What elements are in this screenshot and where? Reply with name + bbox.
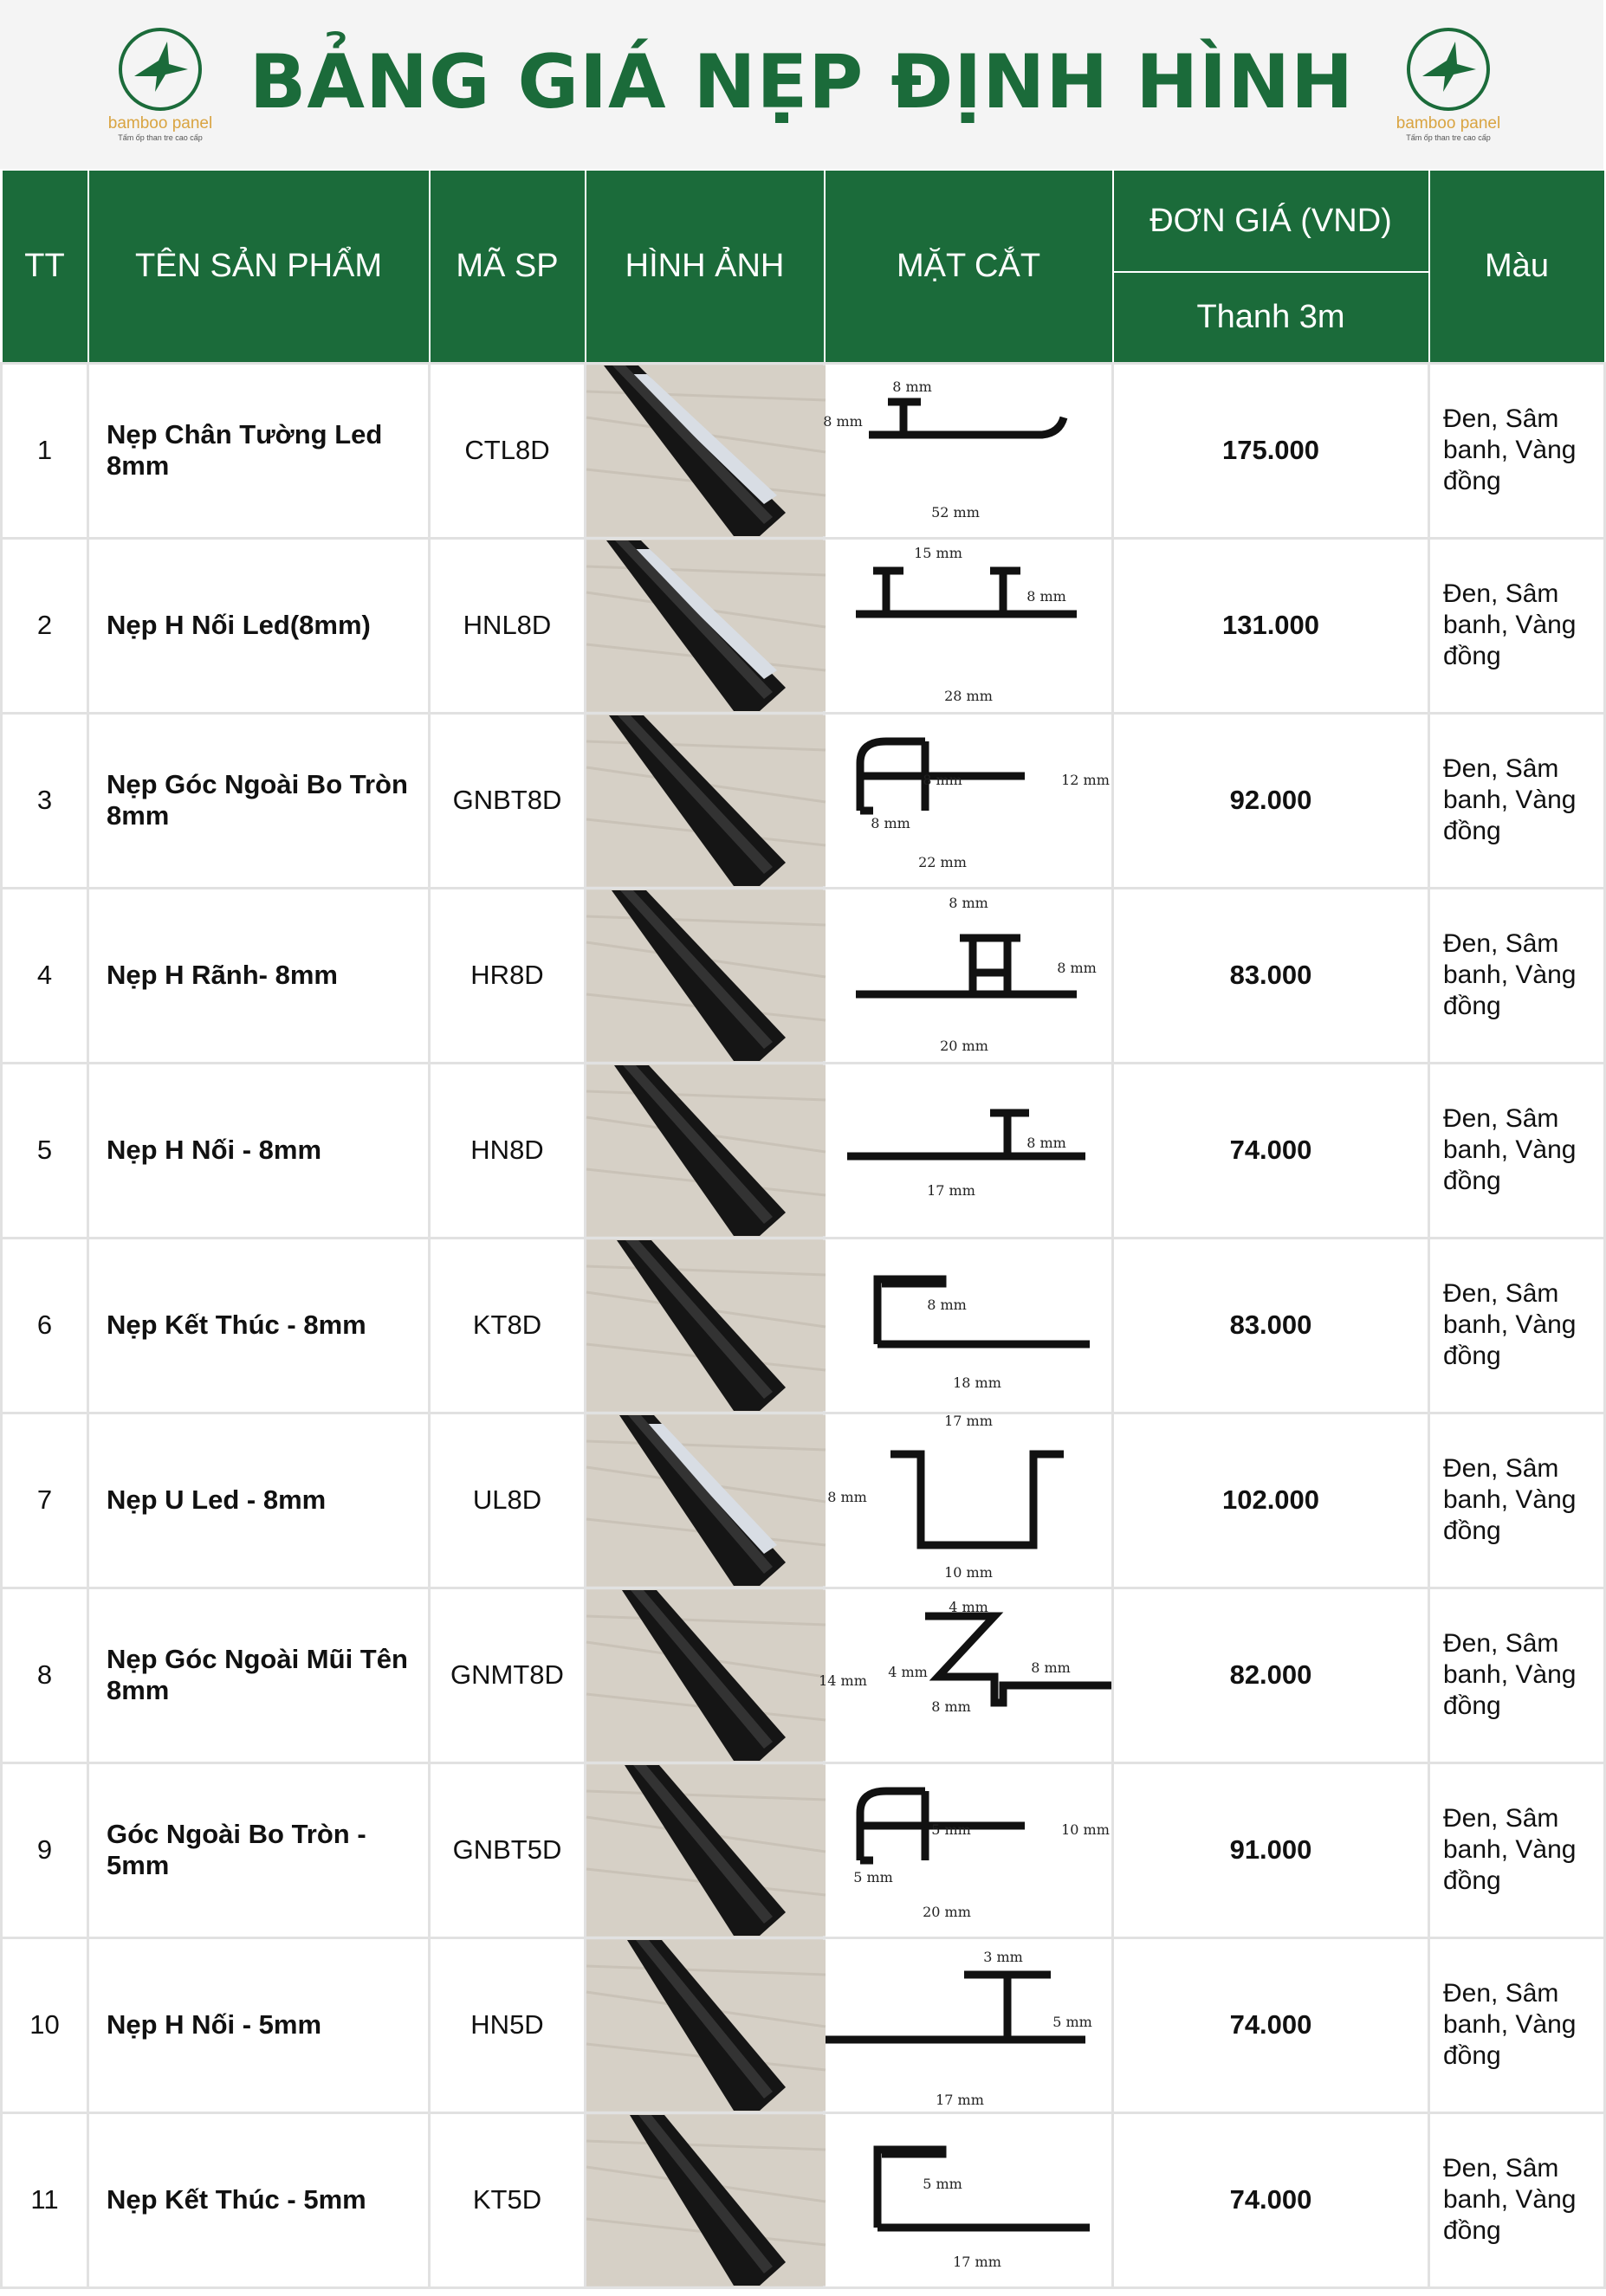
column-header-tt: TT (2, 170, 88, 363)
row-number: 10 (2, 1937, 88, 2112)
dimension-label: 8 mm (1057, 959, 1097, 976)
product-photo (586, 1765, 826, 1936)
dimension-label: 8 mm (1026, 1134, 1066, 1151)
cross-section-diagram (826, 1240, 1114, 1411)
product-image-cell (586, 1063, 825, 1238)
color-options: Đen, Sâm banh, Vàng đồng (1429, 1063, 1605, 1238)
dimension-label: 22 mm (918, 853, 967, 870)
dimension-label: 8 mm (892, 378, 932, 395)
product-name: Nẹp H Rãnh- 8mm (88, 888, 430, 1063)
dimension-label: 4 mm (888, 1663, 928, 1680)
cross-section-cell (825, 2112, 1113, 2287)
cross-section-cell (825, 1413, 1113, 1588)
product-image-cell (586, 1238, 825, 1413)
color-options: Đen, Sâm banh, Vàng đồng (1429, 1238, 1605, 1413)
color-options: Đen, Sâm banh, Vàng đồng (1429, 1588, 1605, 1762)
product-image-cell (586, 713, 825, 888)
cross-section-cell (825, 1762, 1113, 1937)
product-code: HN5D (430, 1937, 586, 2112)
dimension-label: 5 mm (853, 1868, 893, 1885)
dimension-label: 17 mm (953, 2253, 1001, 2270)
product-code: CTL8D (430, 363, 586, 538)
row-number: 2 (2, 538, 88, 713)
table-row (2, 1588, 1605, 1762)
dimension-label: 8 mm (927, 1296, 967, 1313)
cross-section-diagram (823, 365, 1114, 536)
logo-tagline: Tấm ốp than tre cao cấp (1406, 133, 1491, 142)
dimension-label: 10 mm (944, 1563, 993, 1581)
unit-price: 92.000 (1113, 713, 1429, 888)
row-number: 11 (2, 2112, 88, 2287)
dimension-label: 17 mm (944, 1412, 993, 1429)
column-header-name: TÊN SẢN PHẨM (88, 170, 430, 363)
unit-price: 102.000 (1113, 1413, 1429, 1588)
cross-section-cell (825, 1238, 1113, 1413)
product-name: Nẹp Kết Thúc - 8mm (88, 1238, 430, 1413)
crane-logo-icon (1405, 26, 1492, 113)
row-number: 1 (2, 363, 88, 538)
cross-section-cell (825, 1063, 1113, 1238)
dimension-label: 28 mm (944, 687, 993, 704)
dimension-label: 5 mm (1052, 2013, 1092, 2030)
row-number: 6 (2, 1238, 88, 1413)
dimension-label: 8 mm (949, 894, 988, 911)
cross-section-cell (825, 1937, 1113, 2112)
cross-section-cell (825, 538, 1113, 713)
column-header-color: Màu (1429, 170, 1605, 363)
product-image-cell (586, 888, 825, 1063)
product-photo (586, 1415, 826, 1586)
dimension-label: 8 mm (923, 771, 962, 788)
unit-price: 82.000 (1113, 1588, 1429, 1762)
product-code: HNL8D (430, 538, 586, 713)
cross-section-cell (825, 713, 1113, 888)
unit-price: 74.000 (1113, 1063, 1429, 1238)
product-code: GNBT5D (430, 1762, 586, 1937)
dimension-label: 8 mm (871, 814, 910, 831)
dimension-label: 20 mm (923, 1903, 971, 1920)
unit-price: 91.000 (1113, 1762, 1429, 1937)
cross-section-diagram (826, 540, 1114, 711)
table-row (2, 1762, 1605, 1937)
product-name: Nẹp H Nối - 5mm (88, 1937, 430, 2112)
column-header-price: ĐƠN GIÁ (VND) (1113, 170, 1429, 272)
cross-section-diagram (819, 1590, 1114, 1761)
product-image-cell (586, 1413, 825, 1588)
product-name: Nẹp Góc Ngoài Bo Tròn 8mm (88, 713, 430, 888)
color-options: Đen, Sâm banh, Vàng đồng (1429, 1937, 1605, 2112)
unit-price: 175.000 (1113, 363, 1429, 538)
column-header-image: HÌNH ẢNH (586, 170, 825, 363)
product-name: Góc Ngoài Bo Tròn - 5mm (88, 1762, 430, 1937)
cross-section-cell (819, 1588, 1113, 1762)
table-row (2, 2112, 1605, 2287)
product-name: Nẹp Góc Ngoài Mũi Tên 8mm (88, 1588, 430, 1762)
logo-tagline: Tấm ốp than tre cao cấp (118, 133, 203, 142)
unit-price: 83.000 (1113, 888, 1429, 1063)
product-name: Nẹp Kết Thúc - 5mm (88, 2112, 430, 2287)
logo-brand-text: bamboo panel (1396, 114, 1501, 133)
unit-price: 131.000 (1113, 538, 1429, 713)
dimension-label: 17 mm (936, 2091, 984, 2108)
cross-section-diagram (826, 1940, 1114, 2111)
product-photo (586, 1240, 826, 1411)
table-row (2, 1413, 1605, 1588)
price-table (0, 169, 1606, 2289)
dimension-label: 10 mm (1061, 1821, 1110, 1838)
product-name: Nẹp Chân Tường Led 8mm (88, 363, 430, 538)
table-row (2, 363, 1605, 538)
table-row (2, 1238, 1605, 1413)
unit-price: 74.000 (1113, 1937, 1429, 2112)
row-number: 9 (2, 1762, 88, 1937)
dimension-label: 12 mm (1061, 771, 1110, 788)
dimension-label: 52 mm (931, 503, 980, 521)
dimension-label: 3 mm (983, 1948, 1023, 1965)
column-header-section: MẶT CẮT (825, 170, 1113, 363)
product-image-cell (586, 363, 825, 538)
row-number: 5 (2, 1063, 88, 1238)
table-row (2, 1063, 1605, 1238)
product-code: KT8D (430, 1238, 586, 1413)
product-code: HN8D (430, 1063, 586, 1238)
product-photo (586, 2115, 826, 2286)
dimension-label: 8 mm (1026, 587, 1066, 605)
product-image-cell (586, 1937, 825, 2112)
dimension-label: 14 mm (819, 1672, 867, 1689)
column-header-code: MÃ SP (430, 170, 586, 363)
dimension-label: 4 mm (949, 1598, 988, 1615)
product-code: UL8D (430, 1413, 586, 1588)
product-image-cell (586, 538, 825, 713)
product-photo (586, 365, 826, 536)
color-options: Đen, Sâm banh, Vàng đồng (1429, 888, 1605, 1063)
cross-section-diagram (826, 1765, 1114, 1936)
product-photo (586, 890, 826, 1061)
dimension-label: 15 mm (914, 544, 962, 561)
product-code: KT5D (430, 2112, 586, 2287)
dimension-label: 18 mm (953, 1374, 1001, 1391)
table-row (2, 1937, 1605, 2112)
column-header-price-sub: Thanh 3m (1113, 272, 1429, 363)
product-image-cell (586, 1762, 825, 1937)
color-options: Đen, Sâm banh, Vàng đồng (1429, 538, 1605, 713)
product-image-cell (586, 2112, 825, 2287)
color-options: Đen, Sâm banh, Vàng đồng (1429, 713, 1605, 888)
dimension-label: 8 mm (931, 1698, 971, 1715)
row-number: 3 (2, 713, 88, 888)
cross-section-diagram (826, 2115, 1114, 2286)
product-image-cell (586, 1588, 825, 1762)
product-photo (586, 1590, 826, 1761)
row-number: 7 (2, 1413, 88, 1588)
dimension-label: 5 mm (931, 1821, 971, 1838)
row-number: 8 (2, 1588, 88, 1762)
cross-section-diagram (826, 890, 1114, 1061)
page-title: BẢNG GIÁ NẸP ĐỊNH HÌNH (249, 39, 1355, 126)
dimension-label: 17 mm (927, 1181, 975, 1199)
table-row (2, 888, 1605, 1063)
product-code: HR8D (430, 888, 586, 1063)
page-header (0, 0, 1603, 169)
dimension-label: 5 mm (923, 2175, 962, 2192)
cross-section-cell (825, 363, 1113, 538)
product-code: GNMT8D (430, 1588, 586, 1762)
cross-section-diagram (826, 715, 1114, 886)
color-options: Đen, Sâm banh, Vàng đồng (1429, 363, 1605, 538)
product-name: Nẹp H Nối - 8mm (88, 1063, 430, 1238)
color-options: Đen, Sâm banh, Vàng đồng (1429, 2112, 1605, 2287)
dimension-label: 8 mm (1031, 1659, 1071, 1676)
unit-price: 83.000 (1113, 1238, 1429, 1413)
unit-price: 74.000 (1113, 2112, 1429, 2287)
dimension-label: 8 mm (823, 412, 863, 430)
product-name: Nẹp H Nối Led(8mm) (88, 538, 430, 713)
product-photo (586, 540, 826, 711)
dimension-label: 20 mm (940, 1037, 988, 1054)
brand-logo-right (1383, 26, 1513, 147)
product-photo (586, 1940, 826, 2111)
product-name: Nẹp U Led - 8mm (88, 1413, 430, 1588)
row-number: 4 (2, 888, 88, 1063)
cross-section-diagram (826, 1412, 1114, 1586)
product-code: GNBT8D (430, 713, 586, 888)
logo-brand-text: bamboo panel (107, 114, 213, 133)
color-options: Đen, Sâm banh, Vàng đồng (1429, 1413, 1605, 1588)
cross-section-cell (825, 888, 1113, 1063)
table-row (2, 713, 1605, 888)
product-photo (586, 715, 826, 886)
cross-section-diagram (826, 1065, 1114, 1236)
product-photo (586, 1065, 826, 1236)
color-options: Đen, Sâm banh, Vàng đồng (1429, 1762, 1605, 1937)
table-row (2, 538, 1605, 713)
dimension-label: 8 mm (827, 1488, 867, 1505)
